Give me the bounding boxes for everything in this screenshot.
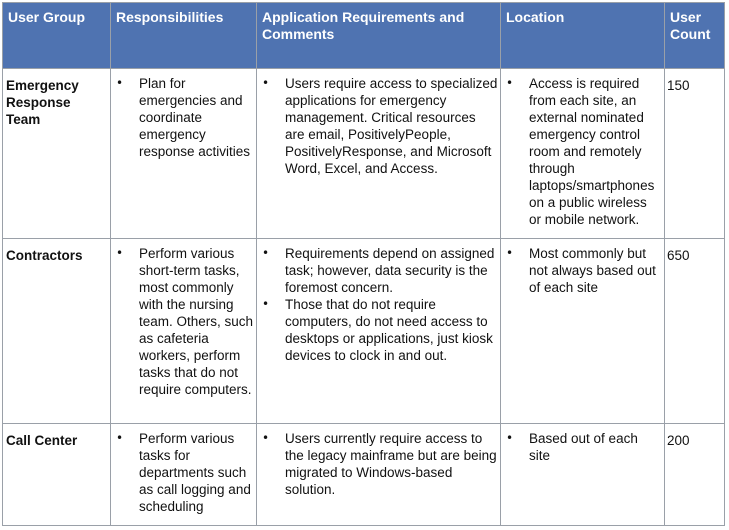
bullet-list	[259, 430, 498, 498]
header-row	[3, 3, 725, 69]
user-count-cell: 200	[665, 424, 725, 526]
bullet-list	[113, 75, 254, 160]
location-cell	[501, 69, 665, 239]
bullet-item: • Perform various tasks for departments such as call logging and scheduling	[113, 430, 254, 515]
table-header	[3, 3, 725, 69]
user-group-cell: Call Center	[3, 424, 111, 526]
bullet-item: • Most commonly but not always based out of each site	[503, 245, 662, 296]
location-cell	[501, 239, 665, 424]
location-cell	[501, 424, 665, 526]
responsibilities-cell	[111, 69, 257, 239]
user-count-cell: 650	[665, 239, 725, 424]
responsibilities-cell	[111, 424, 257, 526]
header-app-requirements: Application Requirements and Comments	[257, 3, 501, 69]
bullet-list	[503, 245, 662, 296]
bullet-item: • Requirements depend on assigned task; however, data security is the foremost concern.	[259, 245, 498, 296]
bullet-item: • Perform various short-term tasks, most commonly with the nursing team. Others, such as cafeteria workers, perform tasks that do not require computers.	[113, 245, 254, 398]
user-groups-table	[2, 2, 725, 526]
bullet-item: • Plan for emergencies and coordinate emergency response activities	[113, 75, 254, 160]
bullet-item: • Those that do not require computers, do not need access to desktops or applications, just kiosk devices to clock in and out.	[259, 296, 498, 364]
bullet-item: • Access is required from each site, an external nominated emergency control room and remotely through laptops/smartphones on a public wireless or mobile network.	[503, 75, 662, 228]
bullet-item: • Based out of each site	[503, 430, 662, 464]
requirements-cell	[257, 239, 501, 424]
bullet-list	[503, 430, 662, 464]
bullet-list	[503, 75, 662, 228]
table-body	[3, 69, 725, 526]
bullet-list	[259, 75, 498, 177]
bullet-list	[113, 430, 254, 515]
table-row	[3, 424, 725, 526]
responsibilities-cell	[111, 239, 257, 424]
user-group-cell: Contractors	[3, 239, 111, 424]
table-row	[3, 69, 725, 239]
bullet-list	[113, 245, 254, 398]
header-location: Location	[501, 3, 665, 69]
header-user-count: User Count	[665, 3, 725, 69]
requirements-cell	[257, 424, 501, 526]
bullet-list	[259, 245, 498, 364]
table-row	[3, 239, 725, 424]
header-responsibilities: Responsibilities	[111, 3, 257, 69]
user-group-cell: Emergency Response Team	[3, 69, 111, 239]
header-user-group: User Group	[3, 3, 111, 69]
bullet-item: • Users currently require access to the legacy mainframe but are being migrated to Windows-based solution.	[259, 430, 498, 498]
requirements-cell	[257, 69, 501, 239]
user-count-cell: 150	[665, 69, 725, 239]
bullet-item: • Users require access to specialized applications for emergency management. Critical resources are email, PositivelyPeople, PositivelyResponse, and Microsoft Word, Excel, and Access.	[259, 75, 498, 177]
